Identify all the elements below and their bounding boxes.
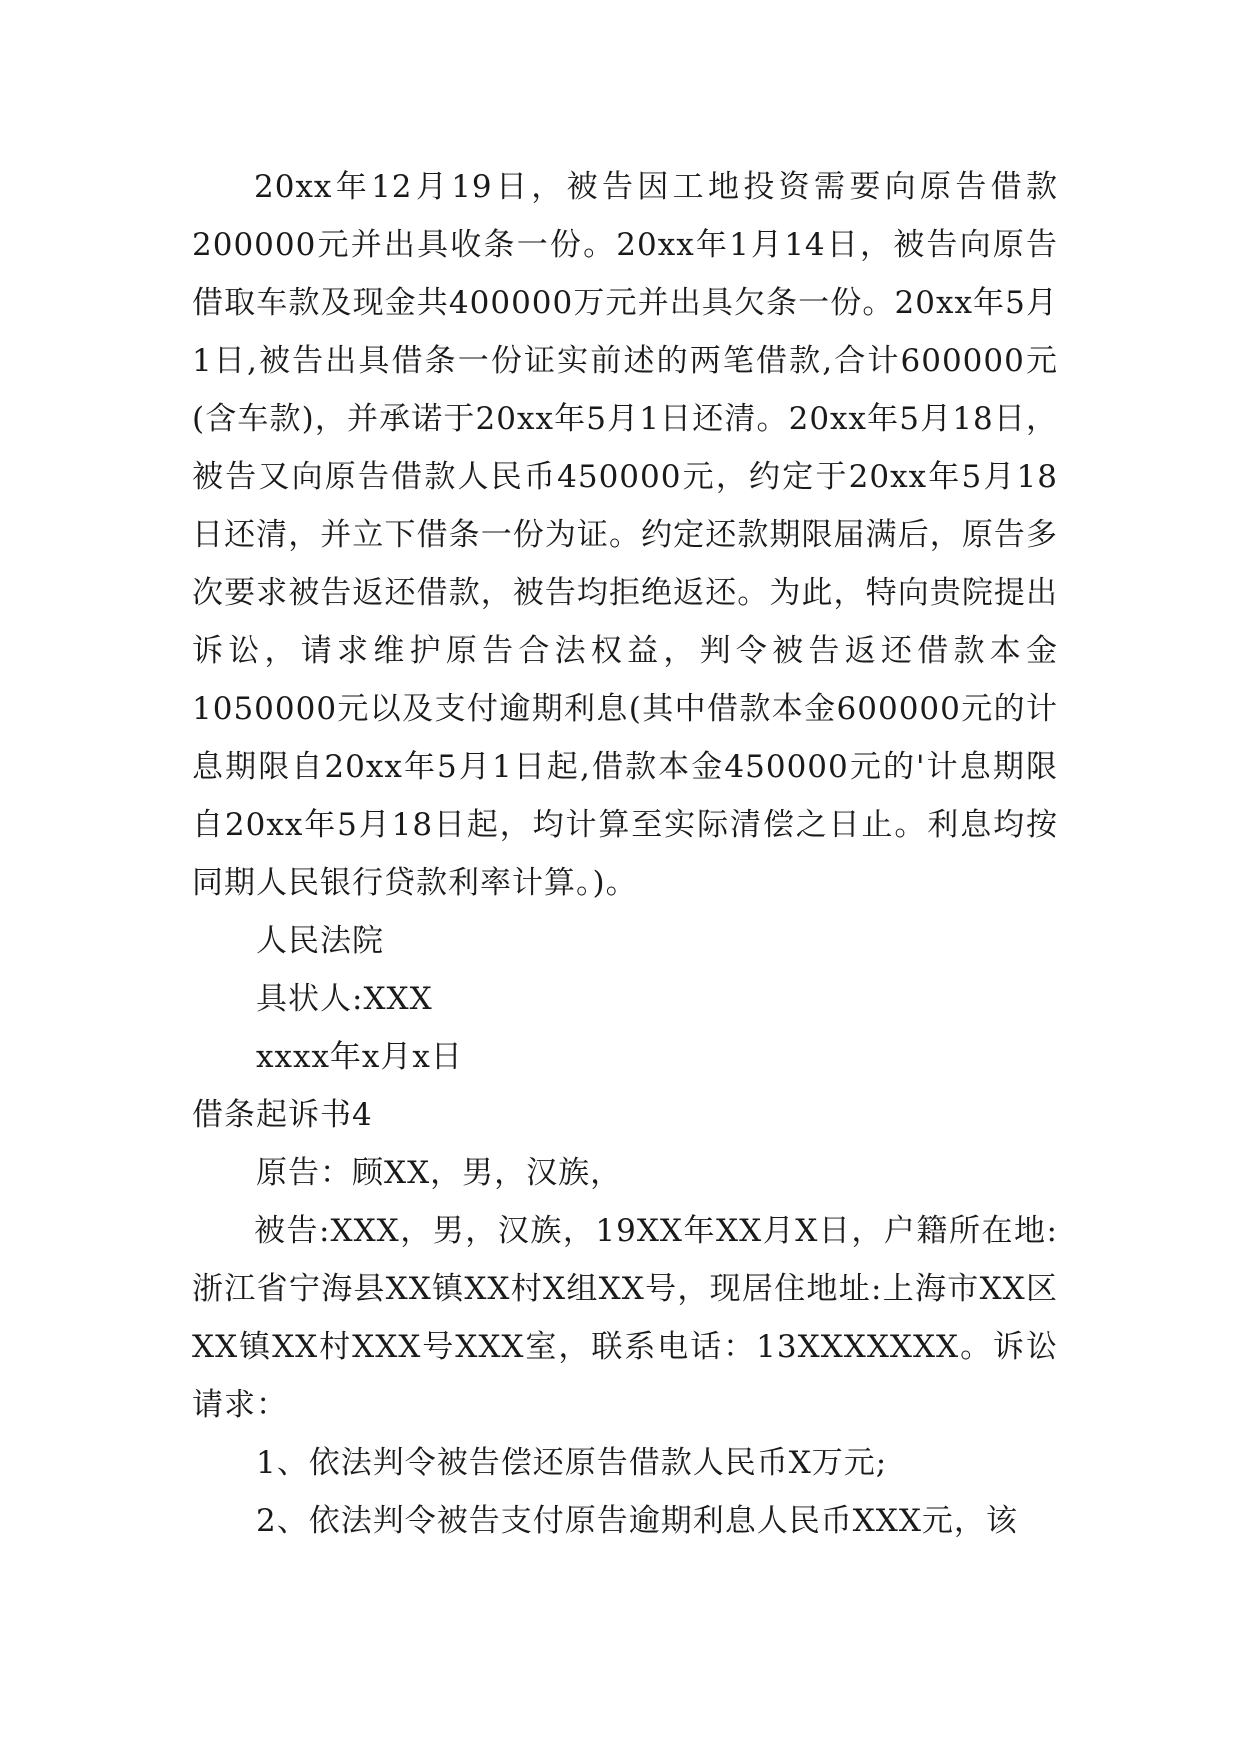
facts-paragraph: 20xx年12月19日，被告因工地投资需要向原告借款200000元并出具收条一份。20xx年1月14日，被告向原告借取车款及现金共400000万元并出具欠条一份。20xx年5月1日,被告出具借条一份证实前述的两笔借款,合计600000元(含车款)，并承诺于20xx年5月1日还清。20xx年5月18日，被告又向原告借款人民币450000元，约定于20xx年5月18日还清，并立下借条一份为证。约定还款期限届满后，原告多次要求被告返还借款，被告均拒绝返还。为此，特向贵院提出诉讼，请求维护原告合法权益，判令被告返还借款本金1050000元以及支付逾期利息(其中借款本金600000元的计息期限自20xx年5月1日起,借款本金450000元的'计息期限自20xx年5月18日起，均计算至实际清偿之日止。利息均按同期人民银行贷款利率计算。)。 bbox=[192, 169, 1058, 901]
filing-date: xxxx年x月x日 bbox=[256, 1039, 463, 1075]
claim-item-1: 1、依法判令被告偿还原告借款人民币X万元; bbox=[256, 1445, 888, 1481]
claim-item-2: 2、依法判令被告支付原告逾期利息人民币XXX元，该 bbox=[256, 1503, 1018, 1539]
filer-signature: 具状人:XXX bbox=[256, 981, 433, 1017]
defendant-paragraph: 被告:XXX，男，汉族，19XX年XX月X日，户籍所在地:浙江省宁海县XX镇XX村X组XX号，现居住地址:上海市XX区XX镇XX村XXX号XXX室，联系电话：13XXXXXXX。诉讼请求： bbox=[192, 1213, 1058, 1423]
court-name: 人民法院 bbox=[256, 923, 384, 959]
section-title: 借条起诉书4 bbox=[192, 1097, 373, 1133]
document-page bbox=[192, 158, 1058, 1550]
plaintiff-info: 原告：顾XX，男，汉族， bbox=[256, 1155, 623, 1191]
